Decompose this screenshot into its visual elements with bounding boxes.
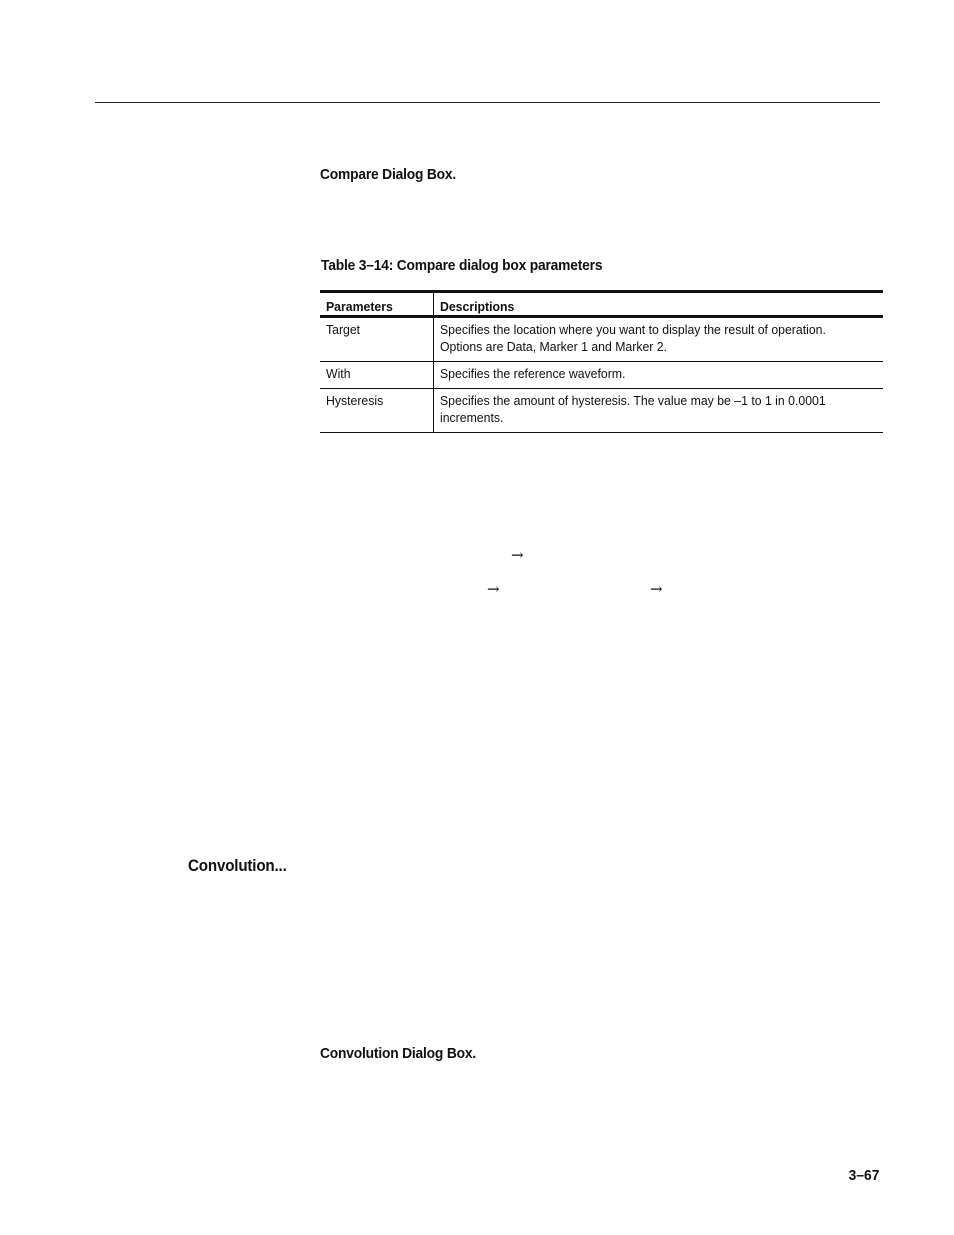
desc-cell: Specifies the amount of hysteresis. The value may be –1 to 1 in 0.0001 increments. (440, 393, 826, 425)
compare-dialog-heading: Compare Dialog Box. (320, 166, 457, 183)
header-descriptions: Descriptions (440, 299, 515, 314)
table-row (320, 317, 883, 362)
param-cell: Hysteresis (320, 389, 434, 433)
desc-cell: Specifies the location where you want to display the result of operation. Options are Data, Marker 1 and Marker 2. (440, 322, 826, 354)
compare-parameters-table (320, 290, 883, 433)
header-parameters: Parameters (320, 292, 434, 317)
menu-arrow-icon: → (487, 580, 500, 598)
param-cell: Target (320, 317, 434, 362)
table-row (320, 389, 883, 433)
convolution-dialog-heading: Convolution Dialog Box. (320, 1045, 476, 1062)
desc-cell: Specifies the reference waveform. (440, 366, 626, 381)
table-header-row (320, 292, 883, 317)
param-cell: With (320, 362, 434, 389)
convolution-heading: Convolution... (188, 857, 287, 875)
header-rule (95, 102, 880, 103)
menu-arrow-icon: → (650, 580, 663, 598)
table-row (320, 362, 883, 389)
table-caption: Table 3–14: Compare dialog box parameters (321, 257, 603, 274)
menu-arrow-icon: → (511, 546, 524, 564)
page-number: 3–67 (848, 1167, 879, 1184)
